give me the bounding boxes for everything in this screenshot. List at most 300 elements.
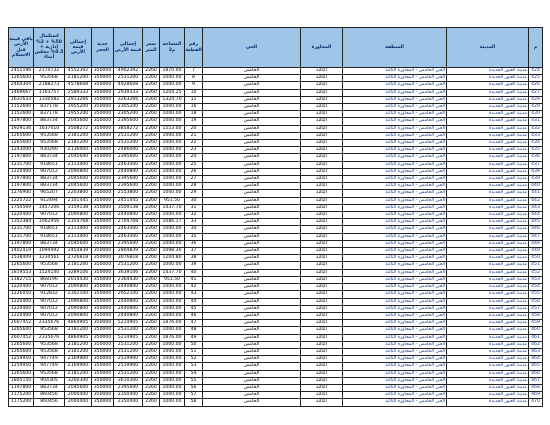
cell-region: الحي الخامس - المجاورة الثالثة	[343, 104, 447, 111]
cell-land-value-after-deposit: 2181200	[65, 75, 92, 82]
cell-region: الحي الخامس - المجاورة الثالثة	[343, 255, 447, 262]
cell-booking-deposit: 350000	[92, 212, 114, 219]
cell-neighborhood-unit: الثالثة	[301, 176, 343, 183]
cell-region: الحي الخامس - المجاورة الثالثة	[343, 291, 447, 298]
cell-total-land-value: 5214905	[114, 320, 143, 327]
cell-region: الحي الخامس - المجاورة الثالثة	[343, 327, 447, 334]
table-row	[9, 176, 543, 183]
table-row	[9, 276, 543, 283]
cell-land-value-after-deposit: 4578608	[65, 82, 92, 89]
cell-land-value-after-deposit: 2302100	[65, 291, 92, 298]
cell-city: مدينة العبور الجديدة	[447, 255, 529, 262]
cell-region: الحي الخامس - المجاورة الثالثة	[343, 312, 447, 319]
cell-area: 1000.00	[160, 392, 185, 399]
cell-region: الحي الخامس - المجاورة الثالثة	[343, 276, 447, 283]
cell-region: الحي الخامس - المجاورة الثالثة	[343, 363, 447, 370]
cell-land-value-after-deposit: 2354768	[65, 219, 92, 226]
cell-remaining-before-handover: 1259950	[9, 356, 34, 363]
cell-plot-number: 31	[185, 204, 203, 211]
cell-area: 951.50	[160, 197, 185, 204]
cell-row-index: 461	[529, 334, 543, 341]
cell-region: الحي الخامس - المجاورة الثالثة	[343, 262, 447, 269]
cell-city: مدينة العبور الجديدة	[447, 312, 529, 319]
cell-total-land-value: 3509138	[114, 204, 143, 211]
cell-district: الخامس	[203, 125, 301, 132]
cell-plot-number: 24	[185, 154, 203, 161]
cell-price-per-meter: 2260	[143, 392, 160, 399]
cell-neighborhood-unit: الثالثة	[301, 68, 343, 75]
table-row	[9, 327, 543, 334]
cell-land-value-after-deposit: 1955200	[65, 111, 92, 118]
cell-row-index: 427	[529, 89, 543, 96]
cell-booking-deposit: 350000	[92, 291, 114, 298]
cell-neighborhood-unit: الثالثة	[301, 226, 343, 233]
cell-price-per-meter: 2260	[143, 183, 160, 190]
cell-neighborhood-unit: الثالثة	[301, 262, 343, 269]
cell-neighborhood-unit: الثالثة	[301, 111, 343, 118]
cell-total-land-value: 2440800	[114, 212, 143, 219]
cell-remaining-before-handover: 1220400	[9, 284, 34, 291]
cell-price-per-meter: 2260	[143, 68, 160, 75]
cell-city: مدينة العبور الجديدة	[447, 284, 529, 291]
cell-booking-deposit: 350000	[92, 284, 114, 291]
cell-price-per-meter: 2260	[143, 384, 160, 391]
cell-land-value-after-deposit: 2203800	[65, 190, 92, 197]
cell-remaining-before-handover: 1929136	[9, 125, 34, 132]
cell-neighborhood-unit: الثالثة	[301, 312, 343, 319]
cell-booking-deposit: 350000	[92, 341, 114, 348]
cell-booking-deposit: 350000	[92, 168, 114, 175]
cell-completion-payment: 912494	[34, 197, 65, 204]
cell-land-value-after-deposit: 2101445	[65, 197, 92, 204]
cell-booking-deposit: 350000	[92, 392, 114, 399]
cell-area: 1000.00	[160, 176, 185, 183]
header-plot-number: رقم القطعة	[185, 28, 203, 68]
cell-booking-deposit: 350000	[92, 240, 114, 247]
table-row	[9, 377, 543, 384]
cell-neighborhood-unit: الثالثة	[301, 82, 343, 89]
cell-completion-payment: 837178	[34, 111, 65, 118]
cell-city: مدينة العبور الجديدة	[447, 154, 529, 161]
cell-city: مدينة العبور الجديدة	[447, 219, 529, 226]
cell-remaining-before-handover: 1754569	[9, 204, 34, 211]
cell-neighborhood-unit: الثالثة	[301, 104, 343, 111]
cell-remaining-before-handover: 1226050	[9, 291, 34, 298]
table-row	[9, 305, 543, 312]
cell-area: 1876.00	[160, 320, 185, 327]
cell-booking-deposit: 350000	[92, 96, 114, 103]
cell-row-index: 459	[529, 320, 543, 327]
cell-district: الخامس	[203, 262, 301, 269]
cell-city: مدينة العبور الجديدة	[447, 399, 529, 406]
cell-price-per-meter: 2260	[143, 327, 160, 334]
cell-area: 1000.00	[160, 327, 185, 334]
cell-total-land-value: 2440800	[114, 298, 143, 305]
cell-plot-number: 16	[185, 104, 203, 111]
cell-total-land-value: 2350400	[114, 399, 143, 406]
cell-region: الحي الخامس - المجاورة الثالثة	[343, 82, 447, 89]
cell-neighborhood-unit: الثالثة	[301, 348, 343, 355]
cell-district: الخامس	[203, 341, 301, 348]
cell-district: الخامس	[203, 68, 301, 75]
cell-completion-payment: 907012	[34, 284, 65, 291]
cell-price-per-meter: 2260	[143, 399, 160, 406]
cell-completion-payment: 2174732	[34, 68, 65, 75]
cell-city: مدينة العبور الجديدة	[447, 356, 529, 363]
cell-row-index: 448	[529, 240, 543, 247]
cell-area: 1437.70	[160, 204, 185, 211]
cell-land-value-after-deposit: 2181200	[65, 348, 92, 355]
cell-region: الحي الخامس - المجاورة الثالثة	[343, 320, 447, 327]
cell-remaining-before-handover: 1220400	[9, 168, 34, 175]
cell-plot-number: 9	[185, 82, 203, 89]
cell-row-index: 440	[529, 183, 543, 190]
cell-land-value-after-deposit: 3159138	[65, 204, 92, 211]
cell-land-value-after-deposit: 2045600	[65, 183, 92, 190]
cell-row-index: 450	[529, 255, 543, 262]
cell-row-index: 460	[529, 327, 543, 334]
cell-remaining-before-handover: 1265600	[9, 370, 34, 377]
cell-completion-payment: 907012	[34, 298, 65, 305]
cell-plot-number: 33	[185, 219, 203, 226]
cell-region: الحي الخامس - المجاورة الثالثة	[343, 284, 447, 291]
cell-plot-number: 10	[185, 89, 203, 96]
header-neighborhood-unit: المجاورة	[301, 28, 343, 68]
header-area: المساحة م2	[160, 28, 185, 68]
cell-booking-deposit: 350000	[92, 204, 114, 211]
cell-remaining-before-handover: 1819553	[9, 269, 34, 276]
header-index: م	[529, 28, 543, 68]
cell-row-index: 424	[529, 68, 543, 75]
cell-plot-number: 58	[185, 399, 203, 406]
cell-district: الخامس	[203, 298, 301, 305]
cell-land-value-after-deposit: 2014430	[65, 276, 92, 283]
cell-region: الحي الخامس - المجاورة الثالثة	[343, 68, 447, 75]
cell-area: 1000.00	[160, 154, 185, 161]
cell-completion-payment: 953568	[34, 341, 65, 348]
cell-row-index: 438	[529, 168, 543, 175]
cell-neighborhood-unit: الثالثة	[301, 140, 343, 147]
cell-land-value-after-deposit: 2090800	[65, 298, 92, 305]
cell-price-per-meter: 2260	[143, 161, 160, 168]
table-row	[9, 147, 543, 154]
cell-city: مدينة العبور الجديدة	[447, 140, 529, 147]
header-remaining-before-handover: باقي قيمة الأرض قبل الاستلام	[9, 28, 34, 68]
cell-plot-number: 51	[185, 348, 203, 355]
cell-booking-deposit: 350000	[92, 197, 114, 204]
cell-neighborhood-unit: الثالثة	[301, 212, 343, 219]
cell-plot-number: 26	[185, 168, 203, 175]
cell-row-index: 453	[529, 276, 543, 283]
cell-region: الحي الخامس - المجاورة الثالثة	[343, 269, 447, 276]
cell-land-value-after-deposit: 2181200	[65, 370, 92, 377]
cell-plot-number: 23	[185, 147, 203, 154]
cell-neighborhood-unit: الثالثة	[301, 305, 343, 312]
cell-district: الخامس	[203, 377, 301, 384]
cell-land-value-after-deposit: 2000400	[65, 392, 92, 399]
cell-total-land-value: 2531200	[114, 75, 143, 82]
cell-completion-payment: 953568	[34, 140, 65, 147]
cell-neighborhood-unit: الثالثة	[301, 89, 343, 96]
cell-booking-deposit: 350000	[92, 262, 114, 269]
cell-price-per-meter: 2260	[143, 248, 160, 255]
cell-city: مدينة العبور الجديدة	[447, 392, 529, 399]
cell-plot-number: 47	[185, 320, 203, 327]
cell-district: الخامس	[203, 82, 301, 89]
cell-region: الحي الخامس - المجاورة الثالثة	[343, 197, 447, 204]
cell-row-index: 465	[529, 363, 543, 370]
cell-price-per-meter: 2260	[143, 96, 160, 103]
cell-land-value-after-deposit: 2169900	[65, 356, 92, 363]
cell-remaining-before-handover: 1469667	[9, 89, 34, 96]
cell-region: الحي الخامس - المجاورة الثالثة	[343, 305, 447, 312]
table-row	[9, 204, 543, 211]
cell-total-land-value: 2440800	[114, 312, 143, 319]
cell-completion-payment: 868196	[34, 276, 65, 283]
cell-plot-number: 55	[185, 377, 203, 384]
cell-row-index: 437	[529, 161, 543, 168]
table-row	[9, 226, 543, 233]
cell-total-land-value: 2704768	[114, 219, 143, 226]
table-body	[9, 68, 543, 407]
cell-region: الحي الخامس - المجاورة الثالثة	[343, 176, 447, 183]
header-region: المنطقة	[343, 28, 447, 68]
cell-price-per-meter: 2260	[143, 320, 160, 327]
cell-remaining-before-handover: 1265600	[9, 132, 34, 139]
cell-district: الخامس	[203, 233, 301, 240]
cell-region: الحي الخامس - المجاورة الثالثة	[343, 154, 447, 161]
cell-neighborhood-unit: الثالثة	[301, 363, 343, 370]
cell-plot-number: 52	[185, 356, 203, 363]
cell-remaining-before-handover: 2464304	[9, 82, 34, 89]
table-row	[9, 168, 543, 175]
cell-booking-deposit: 350000	[92, 190, 114, 197]
cell-row-index: 458	[529, 312, 543, 319]
cell-booking-deposit: 350000	[92, 370, 114, 377]
cell-plot-number: 53	[185, 363, 203, 370]
cell-plot-number: 40	[185, 269, 203, 276]
cell-area: 1870.00	[160, 68, 185, 75]
cell-remaining-before-handover: 1231700	[9, 161, 34, 168]
table-row	[9, 111, 543, 118]
table-row	[9, 190, 543, 197]
cell-land-value-after-deposit: 1955200	[65, 104, 92, 111]
cell-completion-payment: 953568	[34, 262, 65, 269]
cell-booking-deposit: 350000	[92, 82, 114, 89]
cell-price-per-meter: 2260	[143, 190, 160, 197]
cell-price-per-meter: 2260	[143, 125, 160, 132]
cell-price-per-meter: 2260	[143, 204, 160, 211]
cell-remaining-before-handover: 2451196	[9, 68, 34, 75]
cell-price-per-meter: 2260	[143, 89, 160, 96]
cell-plot-number: 32	[185, 212, 203, 219]
cell-booking-deposit: 350000	[92, 320, 114, 327]
cell-booking-deposit: 350000	[92, 356, 114, 363]
cell-city: مدينة العبور الجديدة	[447, 111, 529, 118]
land-price-table-sheet	[8, 27, 542, 407]
cell-area: 1000.00	[160, 399, 185, 406]
cell-row-index: 455	[529, 291, 543, 298]
cell-row-index: 425	[529, 75, 543, 82]
cell-booking-deposit: 350000	[92, 75, 114, 82]
cell-remaining-before-handover: 1265600	[9, 75, 34, 82]
cell-region: الحي الخامس - المجاورة الثالثة	[343, 334, 447, 341]
cell-area: 1553.00	[160, 125, 185, 132]
cell-remaining-before-handover: 1231700	[9, 233, 34, 240]
cell-row-index: 454	[529, 284, 543, 291]
cell-remaining-before-handover: 1220400	[9, 212, 34, 219]
cell-area: 1204.80	[160, 255, 185, 262]
cell-total-land-value: 2364430	[114, 276, 143, 283]
cell-land-value-after-deposit: 2113400	[65, 226, 92, 233]
cell-total-land-value: 2395600	[114, 176, 143, 183]
cell-neighborhood-unit: الثالثة	[301, 284, 343, 291]
cell-plot-number: 45	[185, 305, 203, 312]
cell-land-value-after-deposit: 2136000	[65, 147, 92, 154]
cell-completion-payment: 837178	[34, 104, 65, 111]
cell-total-land-value: 5214905	[114, 334, 143, 341]
table-row	[9, 161, 543, 168]
cell-remaining-before-handover: 1805150	[9, 377, 34, 384]
cell-area: 1000.00	[160, 348, 185, 355]
table-row	[9, 269, 543, 276]
cell-neighborhood-unit: الثالثة	[301, 233, 343, 240]
cell-row-index: 462	[529, 341, 543, 348]
header-completion-payment: استكمال 50% + 2% إدارية + 0.5% مجلس أمناء	[34, 28, 65, 68]
cell-price-per-meter: 2260	[143, 104, 160, 111]
cell-neighborhood-unit: الثالثة	[301, 291, 343, 298]
cell-plot-number: 22	[185, 140, 203, 147]
cell-price-per-meter: 2260	[143, 233, 160, 240]
cell-row-index: 433	[529, 132, 543, 139]
table-row	[9, 399, 543, 406]
cell-plot-number: 57	[185, 392, 203, 399]
cell-city: مدينة العبور الجديدة	[447, 320, 529, 327]
cell-booking-deposit: 350000	[92, 384, 114, 391]
header-total-land-value: إجمالي قيمة الأرض	[114, 28, 143, 68]
cell-neighborhood-unit: الثالثة	[301, 183, 343, 190]
cell-area: 1000.00	[160, 312, 185, 319]
cell-remaining-before-handover: 1265600	[9, 327, 34, 334]
cell-completion-payment: 953568	[34, 75, 65, 82]
cell-neighborhood-unit: الثالثة	[301, 125, 343, 132]
table-row	[9, 197, 543, 204]
cell-row-index: 428	[529, 96, 543, 103]
cell-district: الخامس	[203, 140, 301, 147]
cell-region: الحي الخامس - المجاورة الثالثة	[343, 132, 447, 139]
cell-price-per-meter: 2260	[143, 363, 160, 370]
cell-completion-payment: 1524140	[34, 269, 65, 276]
cell-price-per-meter: 2260	[143, 147, 160, 154]
cell-district: الخامس	[203, 392, 301, 399]
cell-completion-payment: 930290	[34, 147, 65, 154]
cell-price-per-meter: 2260	[143, 348, 160, 355]
cell-row-index: 466	[529, 370, 543, 377]
cell-region: الحي الخامس - المجاورة الثالثة	[343, 348, 447, 355]
cell-completion-payment: 2188273	[34, 82, 65, 89]
cell-plot-number: 30	[185, 197, 203, 204]
cell-total-land-value: 3076818	[114, 255, 143, 262]
cell-city: مدينة العبور الجديدة	[447, 82, 529, 89]
cell-district: الخامس	[203, 226, 301, 233]
cell-district: الخامس	[203, 96, 301, 103]
cell-land-value-after-deposit: 2113400	[65, 161, 92, 168]
cell-neighborhood-unit: الثالثة	[301, 197, 343, 204]
cell-region: الحي الخامس - المجاورة الثالثة	[343, 377, 447, 384]
cell-area: 1000.00	[160, 370, 185, 377]
table-row	[9, 89, 543, 96]
cell-remaining-before-handover: 1231700	[9, 226, 34, 233]
cell-district: الخامس	[203, 248, 301, 255]
cell-booking-deposit: 350000	[92, 327, 114, 334]
cell-neighborhood-unit: الثالثة	[301, 248, 343, 255]
cell-area: 1000.00	[160, 190, 185, 197]
cell-area: 1000.00	[160, 161, 185, 168]
cell-plot-number: 7	[185, 68, 203, 75]
cell-neighborhood-unit: الثالثة	[301, 154, 343, 161]
cell-row-index: 456	[529, 298, 543, 305]
cell-completion-payment: 912832	[34, 291, 65, 298]
cell-district: الخامس	[203, 312, 301, 319]
cell-neighborhood-unit: الثالثة	[301, 190, 343, 197]
cell-city: مدينة العبور الجديدة	[447, 384, 529, 391]
cell-neighborhood-unit: الثالثة	[301, 341, 343, 348]
cell-region: الحي الخامس - المجاورة الثالثة	[343, 111, 447, 118]
cell-area: 1324.70	[160, 96, 185, 103]
table-header-row	[9, 28, 543, 68]
cell-total-land-value: 4902392	[114, 68, 143, 75]
cell-row-index: 430	[529, 111, 543, 118]
cell-price-per-meter: 2260	[143, 140, 160, 147]
cell-booking-deposit: 350000	[92, 132, 114, 139]
cell-neighborhood-unit: الثالثة	[301, 118, 343, 125]
cell-city: مدينة العبور الجديدة	[447, 75, 529, 82]
cell-price-per-meter: 2260	[143, 312, 160, 319]
cell-row-index: 452	[529, 269, 543, 276]
cell-area: 1000.00	[160, 305, 185, 312]
cell-area: 951.50	[160, 276, 185, 283]
cell-booking-deposit: 350000	[92, 161, 114, 168]
cell-total-land-value: 2519900	[114, 363, 143, 370]
cell-price-per-meter: 2260	[143, 219, 160, 226]
cell-price-per-meter: 2260	[143, 82, 160, 89]
cell-area: 1204.25	[160, 89, 185, 96]
cell-completion-payment: 965207	[34, 190, 65, 197]
cell-price-per-meter: 2260	[143, 291, 160, 298]
cell-completion-payment: 953568	[34, 132, 65, 139]
table-row	[9, 370, 543, 377]
cell-region: الحي الخامس - المجاورة الثالثة	[343, 240, 447, 247]
cell-completion-payment: 953568	[34, 348, 65, 355]
cell-total-land-value: 2531200	[114, 327, 143, 334]
cell-plot-number: 36	[185, 240, 203, 247]
cell-remaining-before-handover: 1197800	[9, 384, 34, 391]
cell-area: 1000.00	[160, 147, 185, 154]
table-row	[9, 341, 543, 348]
cell-city: مدينة العبور الجديدة	[447, 305, 529, 312]
cell-region: الحي الخامس - المجاورة الثالثة	[343, 226, 447, 233]
cell-completion-payment: 907012	[34, 212, 65, 219]
cell-area: 1000.00	[160, 183, 185, 190]
cell-booking-deposit: 350000	[92, 363, 114, 370]
cell-area: 1000.00	[160, 104, 185, 111]
cell-land-value-after-deposit: 2045600	[65, 240, 92, 247]
cell-row-index: 439	[529, 176, 543, 183]
cell-completion-payment: 918651	[34, 161, 65, 168]
cell-total-land-value: 2463400	[114, 161, 143, 168]
cell-land-value-after-deposit: 2726818	[65, 255, 92, 262]
cell-remaining-before-handover: 1197800	[9, 118, 34, 125]
